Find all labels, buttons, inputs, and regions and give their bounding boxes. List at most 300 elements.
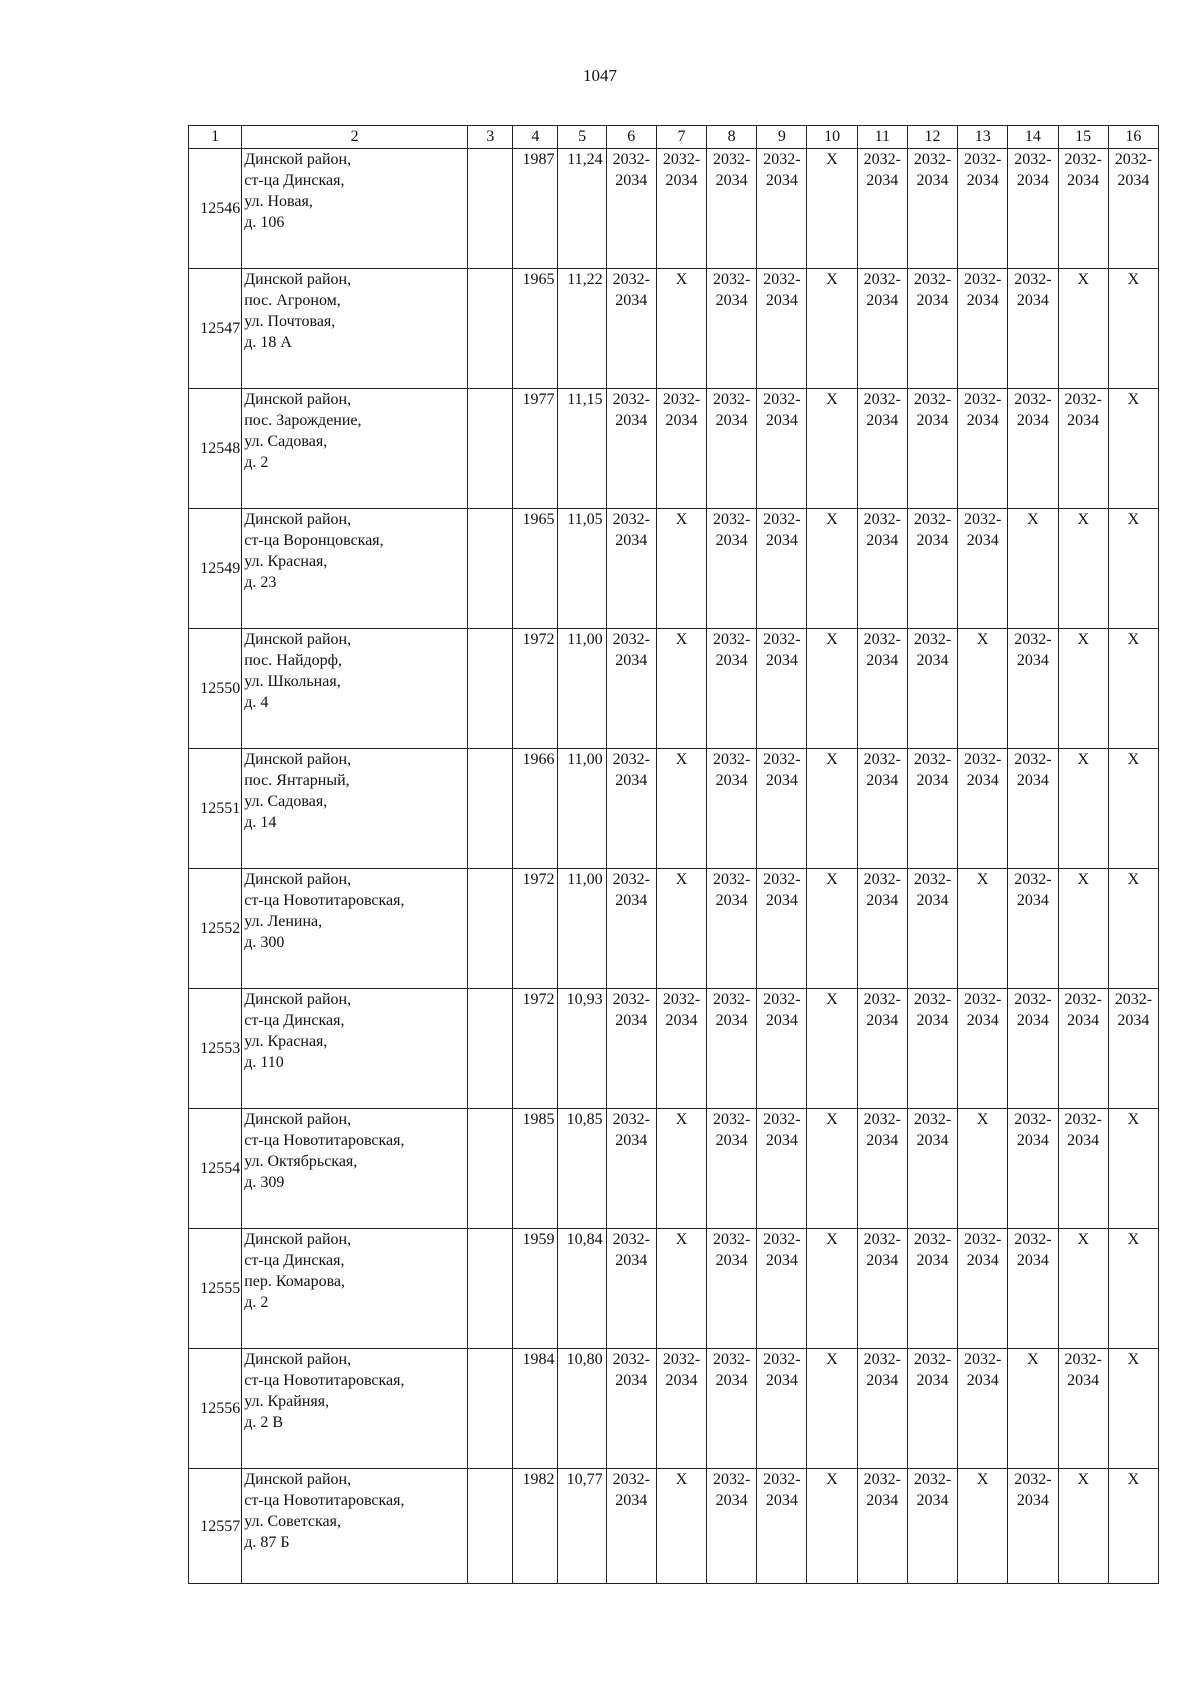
- term-cell: [606, 149, 656, 269]
- record-number: 12547: [189, 269, 242, 389]
- record-number: 12549: [189, 509, 242, 629]
- address-line: ст-ца Динская,: [244, 1252, 345, 1269]
- address-line: д. 87 Б: [244, 1534, 290, 1551]
- term-start: 2032-: [612, 1231, 650, 1248]
- column-header: 7: [656, 126, 706, 149]
- term-end: 2034: [1067, 172, 1100, 189]
- year-built: 1965: [513, 509, 558, 629]
- term-end: 2034: [615, 1252, 648, 1269]
- address-line: д. 2 В: [244, 1414, 284, 1431]
- term-end: 2034: [1067, 412, 1100, 429]
- year-built: 1966: [513, 749, 558, 869]
- term-start: 2032-: [964, 751, 1002, 768]
- column-header: 12: [907, 126, 957, 149]
- term-cell: [907, 509, 957, 629]
- table-row: [189, 389, 1159, 509]
- term-cell: [958, 389, 1008, 509]
- column-header: 2: [242, 126, 468, 149]
- term-start: 2032-: [913, 271, 952, 288]
- term-end: 2034: [1016, 1132, 1049, 1149]
- term-end: 2034: [715, 412, 748, 429]
- empty-cell: [468, 269, 513, 389]
- address-line: пос. Зарождение,: [244, 412, 362, 429]
- term-end: 2034: [715, 1012, 748, 1029]
- address-line: ст-ца Новотитаровская,: [244, 892, 405, 909]
- column-header: 5: [558, 126, 606, 149]
- term-start: 2032-: [1064, 1351, 1102, 1368]
- term-cell: [606, 1229, 656, 1349]
- address-line: ул. Садовая,: [244, 793, 328, 810]
- term-cell: X: [656, 1109, 706, 1229]
- address-line: д. 2: [244, 454, 269, 471]
- term-end: 2034: [966, 532, 999, 549]
- address-line: ст-ца Динская,: [244, 172, 345, 189]
- term-end: 2034: [916, 412, 949, 429]
- term-cell: X: [1108, 629, 1158, 749]
- term-end: 2034: [765, 412, 798, 429]
- page-number: 1047: [583, 66, 617, 85]
- term-end: 2034: [1117, 1012, 1150, 1029]
- table-row: [189, 509, 1159, 629]
- term-cell: X: [656, 869, 706, 989]
- year-built: 1965: [513, 269, 558, 389]
- term-cell: X: [1108, 749, 1158, 869]
- address-cell: [242, 1109, 468, 1229]
- term-cell: [757, 1229, 807, 1349]
- table-row: [189, 149, 1159, 269]
- term-start: 2032-: [612, 391, 650, 408]
- term-end: 2034: [866, 892, 899, 909]
- year-built: 1985: [513, 1109, 558, 1229]
- term-start: 2032-: [612, 751, 650, 768]
- term-cell: X: [807, 989, 857, 1109]
- area-value: 11,00: [558, 869, 606, 989]
- term-cell: [958, 1229, 1008, 1349]
- area-value: 10,84: [558, 1229, 606, 1349]
- address-line: ул. Новая,: [244, 193, 313, 210]
- term-start: 2032-: [1064, 1111, 1102, 1128]
- term-cell: [1058, 1349, 1108, 1469]
- term-cell: [757, 869, 807, 989]
- term-end: 2034: [715, 292, 748, 309]
- term-cell: X: [807, 1349, 857, 1469]
- term-cell: X: [958, 1109, 1008, 1229]
- term-cell: X: [807, 389, 857, 509]
- term-cell: X: [807, 869, 857, 989]
- address-line: д. 4: [244, 694, 269, 711]
- term-end: 2034: [866, 772, 899, 789]
- term-cell: [707, 989, 757, 1109]
- term-cell: [958, 509, 1008, 629]
- area-value: 10,85: [558, 1109, 606, 1229]
- term-end: 2034: [1016, 292, 1049, 309]
- term-start: 2032-: [913, 631, 952, 648]
- record-number: 12557: [189, 1469, 242, 1584]
- term-end: 2034: [715, 652, 748, 669]
- term-end: 2034: [715, 1252, 748, 1269]
- record-number: 12550: [189, 629, 242, 749]
- term-cell: X: [1058, 869, 1108, 989]
- record-number: 12554: [189, 1109, 242, 1229]
- empty-cell: [468, 1349, 513, 1469]
- term-end: 2034: [866, 652, 899, 669]
- term-end: 2034: [1117, 172, 1150, 189]
- term-cell: [1008, 149, 1058, 269]
- column-header: 4: [513, 126, 558, 149]
- term-cell: [958, 989, 1008, 1109]
- term-start: 2032-: [863, 751, 901, 768]
- term-cell: X: [1108, 1109, 1158, 1229]
- term-cell: [606, 389, 656, 509]
- empty-cell: [468, 749, 513, 869]
- term-end: 2034: [615, 532, 648, 549]
- term-cell: [907, 1229, 957, 1349]
- term-start: 2032-: [863, 271, 901, 288]
- term-cell: [757, 149, 807, 269]
- term-end: 2034: [966, 292, 999, 309]
- term-cell: X: [1108, 1229, 1158, 1349]
- term-end: 2034: [765, 1132, 798, 1149]
- term-end: 2034: [765, 1012, 798, 1029]
- address-line: д. 106: [244, 214, 285, 231]
- column-header: 1: [189, 126, 242, 149]
- address-line: Динской район,: [244, 271, 352, 288]
- column-header-row: [189, 126, 1159, 149]
- term-cell: [958, 149, 1008, 269]
- term-cell: X: [656, 749, 706, 869]
- term-start: 2032-: [913, 1471, 952, 1488]
- term-start: 2032-: [1064, 151, 1102, 168]
- term-start: 2032-: [964, 1231, 1002, 1248]
- term-end: 2034: [866, 172, 899, 189]
- term-cell: [1008, 1229, 1058, 1349]
- term-start: 2032-: [1014, 391, 1052, 408]
- term-cell: [1108, 149, 1158, 269]
- term-end: 2034: [866, 1252, 899, 1269]
- term-end: 2034: [966, 1252, 999, 1269]
- address-cell: [242, 389, 468, 509]
- term-start: 2032-: [763, 391, 801, 408]
- term-cell: [707, 869, 757, 989]
- empty-cell: [468, 149, 513, 269]
- term-end: 2034: [765, 652, 798, 669]
- term-cell: [606, 749, 656, 869]
- term-end: 2034: [916, 172, 949, 189]
- term-cell: [757, 1349, 807, 1469]
- empty-cell: [468, 389, 513, 509]
- term-start: 2032-: [913, 391, 952, 408]
- term-start: 2032-: [1014, 1471, 1052, 1488]
- table-row: [189, 1109, 1159, 1229]
- term-end: 2034: [866, 1372, 899, 1389]
- term-cell: [656, 389, 706, 509]
- term-cell: [857, 269, 907, 389]
- record-number: 12551: [189, 749, 242, 869]
- term-start: 2032-: [913, 151, 952, 168]
- term-start: 2032-: [913, 1111, 952, 1128]
- term-cell: [857, 629, 907, 749]
- term-cell: [1008, 1109, 1058, 1229]
- term-end: 2034: [1067, 1372, 1100, 1389]
- term-start: 2032-: [662, 391, 701, 408]
- empty-cell: [468, 869, 513, 989]
- term-end: 2034: [715, 1372, 748, 1389]
- record-number: 12546: [189, 149, 242, 269]
- year-built: 1959: [513, 1229, 558, 1349]
- term-cell: [606, 1469, 656, 1584]
- address-cell: [242, 269, 468, 389]
- term-end: 2034: [665, 1372, 698, 1389]
- term-cell: X: [807, 149, 857, 269]
- term-start: 2032-: [763, 751, 801, 768]
- term-end: 2034: [765, 292, 798, 309]
- term-start: 2032-: [713, 151, 751, 168]
- address-line: Динской район,: [244, 1471, 352, 1488]
- column-header: 11: [857, 126, 907, 149]
- term-end: 2034: [765, 172, 798, 189]
- term-cell: [857, 869, 907, 989]
- record-number: 12552: [189, 869, 242, 989]
- term-start: 2032-: [913, 1231, 952, 1248]
- table-row: [189, 1349, 1159, 1469]
- table-row: [189, 1469, 1159, 1584]
- address-line: Динской район,: [244, 631, 352, 648]
- address-cell: [242, 1469, 468, 1584]
- term-end: 2034: [1067, 1012, 1100, 1029]
- term-cell: [707, 1349, 757, 1469]
- term-start: 2032-: [713, 391, 751, 408]
- term-start: 2032-: [713, 871, 751, 888]
- term-cell: [1058, 389, 1108, 509]
- register-table: [188, 125, 1159, 1584]
- term-cell: [857, 1109, 907, 1229]
- year-built: 1987: [513, 149, 558, 269]
- term-start: 2032-: [763, 271, 801, 288]
- term-start: 2032-: [863, 1111, 901, 1128]
- term-start: 2032-: [913, 511, 952, 528]
- term-end: 2034: [1016, 892, 1049, 909]
- empty-cell: [468, 1109, 513, 1229]
- address-line: пос. Агроном,: [244, 292, 341, 309]
- address-line: Динской район,: [244, 151, 352, 168]
- term-end: 2034: [916, 1372, 949, 1389]
- address-cell: [242, 149, 468, 269]
- term-cell: X: [656, 629, 706, 749]
- term-end: 2034: [916, 1252, 949, 1269]
- column-header: 3: [468, 126, 513, 149]
- term-cell: [857, 749, 907, 869]
- term-cell: X: [1108, 1349, 1158, 1469]
- term-cell: [707, 749, 757, 869]
- term-cell: X: [807, 1229, 857, 1349]
- term-cell: [1008, 749, 1058, 869]
- term-cell: [656, 1349, 706, 1469]
- term-cell: [1008, 389, 1058, 509]
- term-start: 2032-: [863, 391, 901, 408]
- term-end: 2034: [765, 1252, 798, 1269]
- term-start: 2032-: [713, 631, 751, 648]
- term-start: 2032-: [863, 1351, 901, 1368]
- term-end: 2034: [916, 1012, 949, 1029]
- term-cell: [1008, 869, 1058, 989]
- term-start: 2032-: [662, 991, 701, 1008]
- term-start: 2032-: [964, 391, 1002, 408]
- term-start: 2032-: [863, 991, 901, 1008]
- address-line: д. 309: [244, 1174, 285, 1191]
- term-cell: X: [1058, 749, 1108, 869]
- term-start: 2032-: [612, 631, 650, 648]
- term-start: 2032-: [913, 991, 952, 1008]
- column-header: 15: [1058, 126, 1108, 149]
- empty-cell: [468, 989, 513, 1109]
- term-cell: [757, 1469, 807, 1584]
- empty-cell: [468, 629, 513, 749]
- term-cell: [1008, 1469, 1058, 1584]
- term-start: 2032-: [964, 151, 1002, 168]
- term-cell: [958, 1349, 1008, 1469]
- term-cell: X: [807, 509, 857, 629]
- address-cell: [242, 749, 468, 869]
- term-cell: [907, 1109, 957, 1229]
- year-built: 1984: [513, 1349, 558, 1469]
- term-end: 2034: [1016, 172, 1049, 189]
- term-end: 2034: [1016, 772, 1049, 789]
- address-line: д. 2: [244, 1294, 269, 1311]
- term-cell: [707, 149, 757, 269]
- term-cell: [656, 149, 706, 269]
- term-start: 2032-: [713, 991, 751, 1008]
- address-line: д. 300: [244, 934, 285, 951]
- term-end: 2034: [715, 532, 748, 549]
- year-built: 1972: [513, 989, 558, 1109]
- term-end: 2034: [1016, 1252, 1049, 1269]
- term-end: 2034: [866, 292, 899, 309]
- term-start: 2032-: [763, 871, 801, 888]
- table-row: [189, 269, 1159, 389]
- address-line: Динской район,: [244, 1111, 352, 1128]
- term-cell: [606, 1349, 656, 1469]
- term-end: 2034: [615, 1012, 648, 1029]
- term-end: 2034: [866, 412, 899, 429]
- term-cell: [857, 509, 907, 629]
- term-end: 2034: [966, 412, 999, 429]
- register-body: [189, 149, 1159, 1584]
- term-start: 2032-: [1014, 991, 1052, 1008]
- term-cell: X: [1108, 269, 1158, 389]
- address-line: ул. Крайняя,: [244, 1393, 330, 1410]
- term-start: 2032-: [713, 1351, 751, 1368]
- term-cell: [606, 629, 656, 749]
- term-cell: [907, 269, 957, 389]
- term-cell: [1058, 149, 1108, 269]
- term-start: 2032-: [1014, 151, 1052, 168]
- term-start: 2032-: [763, 991, 801, 1008]
- term-cell: X: [656, 1469, 706, 1584]
- term-end: 2034: [615, 892, 648, 909]
- area-value: 11,05: [558, 509, 606, 629]
- term-end: 2034: [1016, 412, 1049, 429]
- term-cell: [707, 1469, 757, 1584]
- empty-cell: [468, 1469, 513, 1584]
- term-start: 2032-: [1014, 271, 1052, 288]
- term-end: 2034: [765, 772, 798, 789]
- term-end: 2034: [1067, 1132, 1100, 1149]
- term-start: 2032-: [863, 1231, 901, 1248]
- term-start: 2032-: [964, 1351, 1002, 1368]
- term-start: 2032-: [662, 151, 701, 168]
- record-number: 12556: [189, 1349, 242, 1469]
- term-end: 2034: [916, 652, 949, 669]
- term-cell: [958, 269, 1008, 389]
- term-start: 2032-: [1014, 871, 1052, 888]
- term-cell: [1008, 629, 1058, 749]
- term-start: 2032-: [612, 1471, 650, 1488]
- term-cell: [907, 989, 957, 1109]
- term-end: 2034: [1016, 652, 1049, 669]
- term-start: 2032-: [763, 631, 801, 648]
- column-header: 6: [606, 126, 656, 149]
- term-start: 2032-: [612, 511, 650, 528]
- year-built: 1982: [513, 1469, 558, 1584]
- term-end: 2034: [765, 892, 798, 909]
- address-line: Динской район,: [244, 871, 352, 888]
- term-start: 2032-: [1064, 391, 1102, 408]
- term-end: 2034: [765, 532, 798, 549]
- term-cell: [707, 1109, 757, 1229]
- year-built: 1972: [513, 869, 558, 989]
- term-end: 2034: [615, 172, 648, 189]
- address-cell: [242, 509, 468, 629]
- address-line: ст-ца Динская,: [244, 1012, 345, 1029]
- address-line: Динской район,: [244, 751, 352, 768]
- term-cell: [707, 629, 757, 749]
- term-start: 2032-: [1114, 991, 1153, 1008]
- term-end: 2034: [615, 772, 648, 789]
- term-cell: X: [958, 869, 1008, 989]
- term-cell: X: [807, 629, 857, 749]
- term-cell: [907, 389, 957, 509]
- term-start: 2032-: [863, 151, 901, 168]
- term-start: 2032-: [1014, 751, 1052, 768]
- term-cell: [606, 509, 656, 629]
- term-cell: [707, 1229, 757, 1349]
- term-start: 2032-: [964, 511, 1002, 528]
- term-start: 2032-: [763, 511, 801, 528]
- term-cell: [1008, 269, 1058, 389]
- term-start: 2032-: [913, 751, 952, 768]
- term-cell: X: [807, 269, 857, 389]
- term-start: 2032-: [713, 1471, 751, 1488]
- term-cell: [857, 1469, 907, 1584]
- table-row: [189, 1229, 1159, 1349]
- term-start: 2032-: [612, 991, 650, 1008]
- term-start: 2032-: [612, 271, 650, 288]
- area-value: 10,77: [558, 1469, 606, 1584]
- column-header: 9: [757, 126, 807, 149]
- term-end: 2034: [615, 1372, 648, 1389]
- term-end: 2034: [916, 772, 949, 789]
- column-header: 13: [958, 126, 1008, 149]
- term-end: 2034: [615, 652, 648, 669]
- address-line: Динской район,: [244, 511, 352, 528]
- term-cell: X: [1058, 269, 1108, 389]
- table-row: [189, 749, 1159, 869]
- term-end: 2034: [715, 892, 748, 909]
- term-cell: X: [958, 629, 1008, 749]
- column-header: 10: [807, 126, 857, 149]
- term-cell: X: [656, 1229, 706, 1349]
- term-start: 2032-: [913, 1351, 952, 1368]
